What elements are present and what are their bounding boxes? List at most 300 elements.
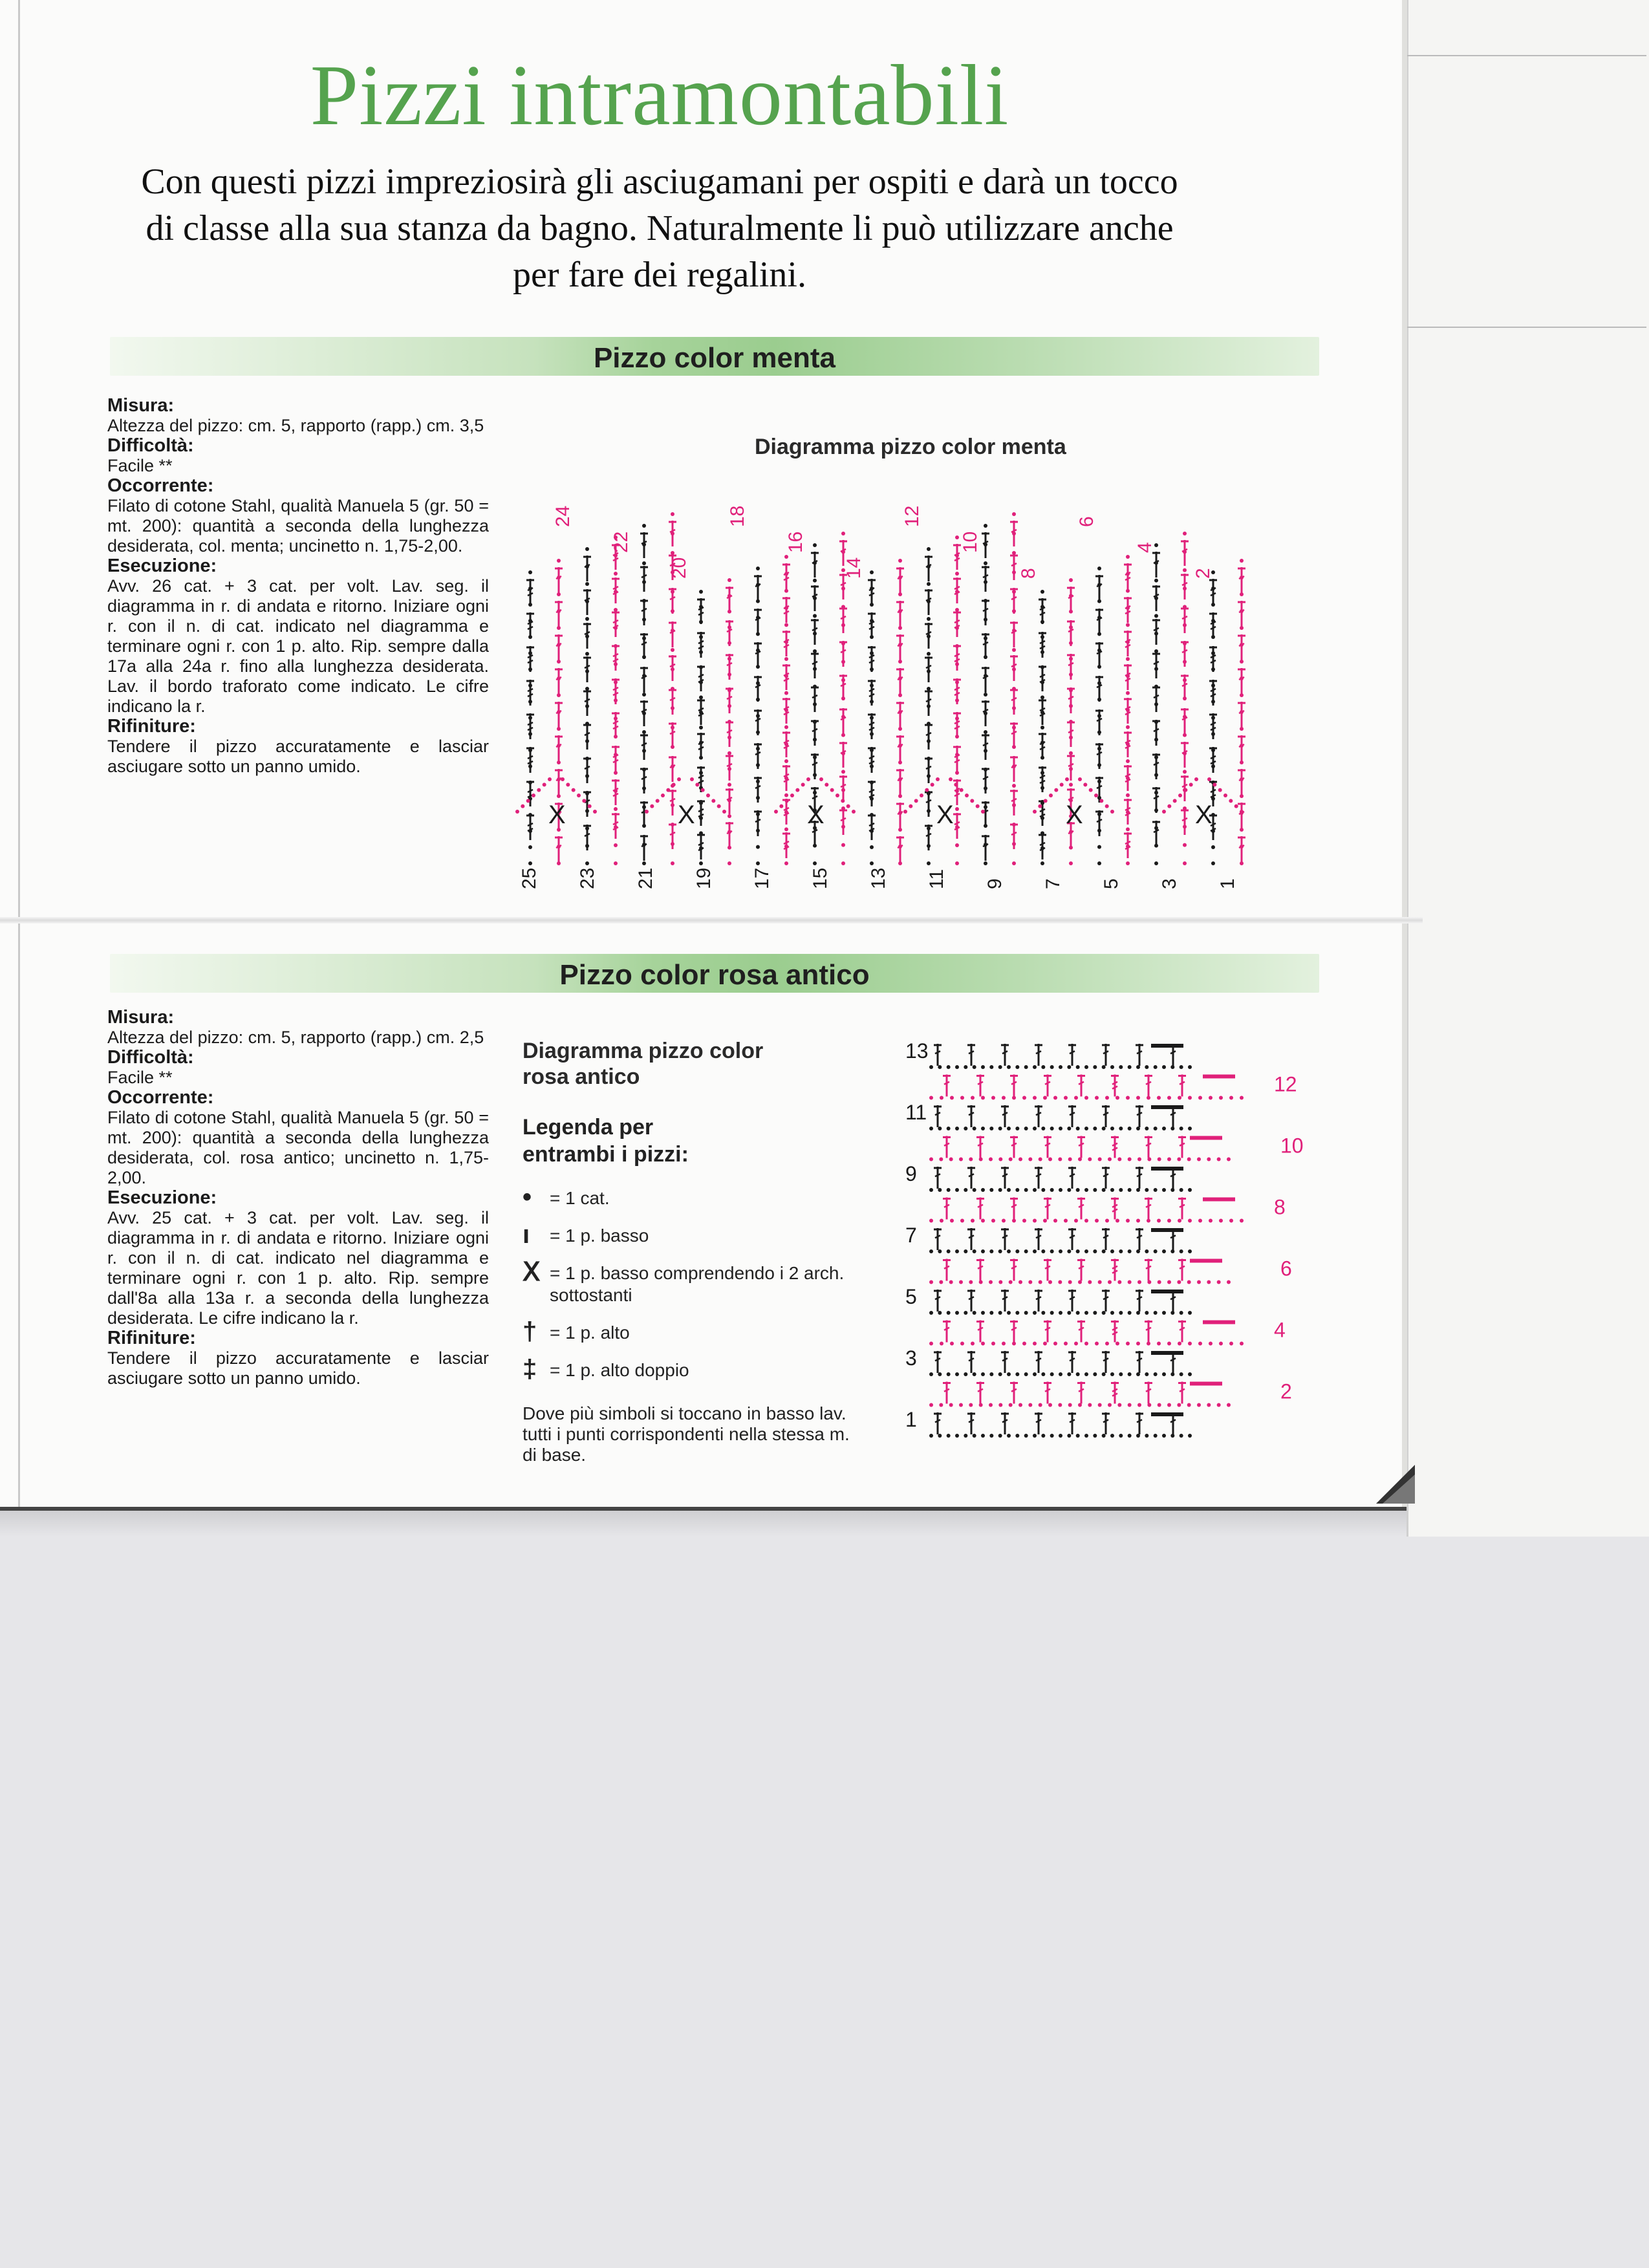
chain-dot	[984, 543, 987, 546]
chain-dot	[1110, 810, 1114, 814]
chain-dot	[1240, 559, 1244, 563]
chain-dot	[1050, 1065, 1054, 1069]
chain-dot	[1028, 1280, 1032, 1284]
chain-dot	[1119, 1434, 1123, 1438]
chain-dot	[870, 781, 874, 784]
chain-dot	[671, 687, 674, 691]
chain-dot	[784, 759, 788, 763]
chain-dot	[955, 717, 959, 720]
chain-dot	[813, 596, 817, 600]
chain-dot	[1043, 1219, 1047, 1223]
chain-dot	[756, 714, 760, 718]
chain-dot	[1180, 1434, 1183, 1438]
chain-dot	[1012, 861, 1016, 865]
chain-dot	[585, 687, 589, 691]
chain-dot	[1162, 1249, 1166, 1253]
chain-dot	[557, 576, 561, 579]
chain-dot	[1136, 1096, 1140, 1100]
chain-dot	[1178, 1096, 1181, 1100]
chain-dot	[965, 794, 969, 797]
chain-dot	[1040, 847, 1044, 850]
chain-dot	[984, 805, 987, 809]
double-crochet-icon: †	[523, 1317, 537, 1346]
chain-dot	[1198, 1342, 1202, 1346]
chain-dot	[959, 1403, 963, 1407]
chain-dot	[1040, 740, 1044, 744]
chain-dot	[1197, 1280, 1201, 1284]
chain-dot	[699, 650, 703, 654]
chain-dot	[1119, 1065, 1123, 1069]
row-number: 11	[926, 869, 947, 889]
chain-dot	[795, 788, 799, 792]
chain-dot	[785, 799, 789, 803]
chain-dot	[1076, 1434, 1080, 1438]
legend-item	[523, 1220, 859, 1249]
chain-dot	[1229, 1096, 1233, 1100]
chain-dot	[947, 1127, 951, 1130]
row-number: 7	[905, 1224, 917, 1247]
chain-dot	[955, 789, 959, 793]
chain-dot	[1069, 846, 1073, 850]
chain-dot	[927, 774, 931, 778]
chain-dot	[528, 619, 532, 623]
chain-dot	[537, 788, 541, 792]
row-number: 13	[868, 867, 889, 889]
chain-dot	[727, 830, 731, 834]
chain-dot	[699, 756, 703, 760]
chain-dot	[699, 695, 703, 699]
chain-dot	[870, 667, 874, 671]
chain-dot	[1095, 1219, 1099, 1223]
chain-dot	[1117, 1280, 1121, 1284]
chain-dot	[1240, 643, 1244, 647]
diagram-caption-line: Diagramma pizzo color	[523, 1039, 764, 1063]
chain-dot	[1012, 784, 1016, 788]
chain-dot	[813, 755, 817, 759]
chain-dot	[790, 794, 794, 797]
label-difficolta: Difficoltà:	[107, 435, 194, 456]
chain-dot	[1074, 1219, 1078, 1223]
chain-dot	[1012, 551, 1016, 555]
cross-stitch-mark: X	[678, 801, 695, 829]
chain-dot	[981, 1127, 985, 1130]
chain-dot	[1007, 1249, 1011, 1253]
chain-dot	[955, 807, 959, 811]
chain-dot	[929, 1158, 933, 1161]
chain-dot	[671, 551, 674, 555]
chain-dot	[1154, 561, 1158, 565]
chain-dot	[981, 1188, 985, 1192]
chain-dot	[989, 1065, 993, 1069]
chain-dot	[1188, 1372, 1192, 1376]
chain-dot	[727, 610, 731, 614]
chain-dot	[813, 738, 817, 742]
chain-dot	[841, 550, 845, 554]
chain-dot	[927, 844, 931, 848]
chain-dot	[1110, 1188, 1114, 1192]
chain-dot	[1041, 1188, 1045, 1192]
chain-dot	[650, 805, 654, 808]
chain-dot	[939, 1403, 943, 1407]
chain-dot	[1162, 1065, 1166, 1069]
chain-dot	[671, 823, 674, 826]
row-number: 12	[901, 505, 923, 527]
chain-dot	[1207, 1403, 1211, 1407]
chain-dot	[1154, 1188, 1158, 1192]
chain-dot	[1177, 1158, 1181, 1161]
chain-dot	[727, 704, 731, 708]
legend-title: Legenda per	[523, 1115, 654, 1139]
chain-dot	[813, 561, 817, 565]
chain-dot	[645, 810, 649, 814]
chain-dot	[1211, 651, 1215, 655]
chain-dot	[1108, 1280, 1112, 1284]
chain-dot	[677, 777, 681, 781]
text-difficolta: Facile **	[107, 456, 173, 475]
chain-dot	[1009, 1280, 1013, 1284]
chain-dot	[1177, 1280, 1181, 1284]
legend-text: = 1 p. basso	[550, 1226, 649, 1246]
chain-dot	[1110, 1065, 1114, 1069]
chain-dot	[699, 665, 703, 669]
chain-dot	[671, 648, 674, 652]
chain-dot	[784, 827, 788, 831]
chain-dot	[1240, 676, 1244, 680]
chain-dot	[1012, 648, 1016, 652]
chain-dot	[784, 776, 788, 780]
chain-dot	[1110, 1434, 1114, 1438]
chain-dot	[727, 720, 731, 724]
chain-dot	[898, 576, 902, 579]
chain-dot	[1059, 1249, 1062, 1253]
chain-dot	[1012, 590, 1016, 594]
chain-dot	[561, 777, 565, 781]
chain-dot	[557, 626, 561, 630]
chain-dot	[1217, 1403, 1221, 1407]
chain-dot	[898, 761, 902, 764]
chain-dot	[1108, 1158, 1112, 1161]
chain-dot	[870, 764, 874, 768]
chain-dot	[585, 861, 589, 865]
chain-dot	[841, 587, 845, 590]
chain-dot	[614, 698, 618, 702]
diagram-caption	[523, 1038, 763, 1090]
chain-dot	[528, 603, 532, 607]
chain-dot	[1095, 1342, 1099, 1346]
chain-dot	[1059, 1127, 1062, 1130]
chain-dot	[1188, 1065, 1192, 1069]
chain-dot	[1012, 726, 1016, 729]
chain-dot	[1154, 596, 1158, 600]
chain-dot	[1211, 829, 1215, 833]
chain-dot	[1154, 1434, 1158, 1438]
chain-dot	[1240, 744, 1244, 748]
chain-dot	[1069, 720, 1073, 724]
chain-dot	[955, 1065, 959, 1069]
row-number: 21	[635, 867, 656, 889]
row-number: 10	[1280, 1134, 1304, 1158]
chain-dot	[1018, 1280, 1022, 1284]
chain-dot	[1098, 1280, 1102, 1284]
chain-dot	[1128, 1434, 1132, 1438]
chain-dot	[614, 843, 618, 847]
chain-dot	[984, 524, 987, 528]
legend-note: Dove più simboli si toccano in basso lav. tutti i punti corrispondenti nella stessa m. di base.	[523, 1403, 850, 1465]
chain-dot	[699, 635, 703, 639]
chain-dot	[1076, 1249, 1080, 1253]
chain-dot	[1108, 1403, 1112, 1407]
chain-dot	[955, 1249, 959, 1253]
chain-dot	[1024, 1188, 1028, 1192]
chain-dot	[1028, 1403, 1032, 1407]
chain-dot	[1040, 695, 1044, 699]
chain-dot	[1183, 733, 1187, 737]
chain-dot	[1218, 788, 1222, 792]
chain-dot	[1012, 803, 1016, 807]
chain-dot	[1076, 1065, 1080, 1069]
chain-dot	[955, 535, 959, 539]
chain-dot	[898, 592, 902, 596]
chain-dot	[1126, 1342, 1130, 1346]
chain-dot	[1033, 1434, 1037, 1438]
chain-dot	[1040, 756, 1044, 760]
chain-dot	[1093, 1065, 1097, 1069]
chain-dot	[1126, 623, 1130, 627]
chain-dot	[727, 751, 731, 755]
chain-dot	[898, 660, 902, 664]
chain-dot	[898, 559, 902, 563]
chain-dot	[813, 649, 817, 653]
chain-dot	[1183, 806, 1187, 810]
chain-dot	[841, 799, 845, 803]
chain-dot	[1067, 1249, 1071, 1253]
chain-dot	[1053, 1096, 1057, 1100]
chain-dot	[1240, 576, 1244, 579]
chain-dot	[1012, 532, 1016, 535]
chain-dot	[1240, 609, 1244, 613]
chain-dot	[955, 644, 959, 648]
chain-dot	[528, 700, 532, 704]
chain-dot	[1097, 714, 1101, 718]
chain-dot	[964, 1249, 967, 1253]
chain-dot	[756, 632, 760, 636]
chain-dot	[1189, 783, 1193, 786]
chain-dot	[1211, 732, 1215, 736]
chain-dot	[1012, 687, 1016, 691]
chain-dot	[1116, 1219, 1119, 1223]
chain-dot	[955, 1434, 959, 1438]
chain-dot	[1180, 1249, 1183, 1253]
row-number: 18	[727, 505, 748, 527]
chain-dot	[841, 825, 845, 828]
chain-dot	[1040, 726, 1044, 729]
chain-dot	[1058, 1158, 1062, 1161]
row-number: 1	[1217, 878, 1238, 889]
chain-dot	[1128, 1065, 1132, 1069]
chain-dot	[989, 1188, 993, 1192]
chain-dot	[528, 587, 532, 590]
chain-dot	[756, 616, 760, 620]
chain-dot	[841, 861, 845, 865]
chain-dot	[1145, 1434, 1148, 1438]
chain-dot	[1240, 861, 1244, 865]
chain-dot	[1145, 1249, 1148, 1253]
chain-dot	[973, 1249, 976, 1253]
chain-dot	[756, 698, 760, 702]
chain-dot	[841, 788, 845, 792]
chain-dot	[1110, 1311, 1114, 1315]
chain-dot	[779, 805, 783, 808]
chain-dot	[813, 667, 817, 671]
chain-dot	[1183, 642, 1187, 645]
chain-dot	[969, 1158, 973, 1161]
chain-dot	[947, 1372, 951, 1376]
chain-dot	[1093, 1434, 1097, 1438]
chain-dot	[521, 805, 524, 808]
chain-dot	[1126, 759, 1130, 763]
chain-dot	[950, 1096, 954, 1100]
diagram-caption: Diagramma pizzo color menta	[755, 435, 1066, 459]
chain-dot	[971, 1096, 975, 1100]
chain-dot	[813, 791, 817, 795]
chain-dot	[949, 777, 953, 781]
chain-dot	[1128, 1188, 1132, 1192]
chain-dot	[1180, 1188, 1183, 1192]
chain-dot	[1009, 1158, 1013, 1161]
chain-dot	[955, 554, 959, 557]
chain-dot	[841, 678, 845, 682]
chain-dot	[1084, 1434, 1088, 1438]
chain-dot	[1043, 1342, 1047, 1346]
chain-dot	[973, 1311, 976, 1315]
chain-dot	[970, 799, 974, 803]
chain-dot	[614, 717, 618, 720]
chain-dot	[756, 567, 760, 570]
chain-dot	[642, 524, 646, 528]
chain-dot	[585, 547, 589, 551]
chain-dot	[964, 1127, 967, 1130]
chain-dot	[1117, 1403, 1121, 1407]
chain-dot	[959, 1158, 963, 1161]
chain-dot	[1076, 1372, 1080, 1376]
chain-dot	[1058, 1403, 1062, 1407]
chain-dot	[1007, 1434, 1011, 1438]
legend-text: = 1 p. alto doppio	[550, 1360, 689, 1380]
chain-dot	[1188, 1342, 1192, 1346]
chain-dot	[1083, 783, 1087, 786]
chain-dot	[614, 590, 618, 594]
chain-dot	[1054, 788, 1058, 792]
chain-dot	[947, 1249, 951, 1253]
chain-dot	[614, 771, 618, 775]
chain-dot	[1219, 1096, 1223, 1100]
chain-dot	[1094, 794, 1098, 797]
chain-dot	[593, 810, 597, 814]
legend-title: entrambi i pizzi:	[523, 1142, 689, 1167]
chain-dot	[585, 652, 589, 656]
chain-dot	[784, 674, 788, 678]
chain-dot	[929, 1372, 933, 1376]
chain-dot	[1162, 1311, 1166, 1315]
chain-dot	[1154, 649, 1158, 653]
chain-dot	[699, 816, 703, 820]
chain-dot	[955, 590, 959, 594]
chain-dot	[1240, 727, 1244, 731]
chain-dot	[981, 1342, 985, 1346]
chain-dot	[1028, 1158, 1032, 1161]
chain-dot	[585, 582, 589, 586]
chain-dot	[1012, 823, 1016, 826]
chain-dot	[1088, 1280, 1092, 1284]
chain-dot	[1211, 603, 1215, 607]
chain-dot	[1128, 1249, 1132, 1253]
text-rifiniture: Tendere il pizzo accuratamente e lasciar asciugare sotto un panno umido.	[107, 1348, 489, 1388]
chain-dot	[1040, 816, 1044, 820]
chain-dot	[1040, 665, 1044, 669]
chain-dot	[727, 673, 731, 676]
chain-dot	[830, 788, 834, 792]
chain-dot	[1012, 764, 1016, 768]
chain-dot	[756, 665, 760, 669]
row-number: 5	[905, 1285, 917, 1308]
chain-dot	[1183, 770, 1187, 773]
chain-dot	[1154, 1127, 1158, 1130]
chain-dot	[1012, 629, 1016, 632]
chain-dot	[989, 1434, 993, 1438]
chain-dot	[784, 794, 788, 797]
chain-dot	[582, 799, 586, 803]
chain-dot	[1207, 777, 1211, 781]
chain-dot	[927, 669, 931, 673]
chain-dot	[1211, 716, 1215, 720]
chain-dot	[784, 742, 788, 746]
chain-dot	[1068, 1158, 1072, 1161]
chain-dot	[1040, 831, 1044, 835]
chain-dot	[1183, 678, 1187, 682]
chain-dot	[1154, 702, 1158, 706]
stitch-cluster	[1190, 1382, 1222, 1386]
chain-dot	[927, 792, 931, 795]
chain-dot	[841, 751, 845, 755]
chain-dot	[813, 685, 817, 689]
label-rifiniture: Rifiniture:	[107, 1328, 196, 1348]
row-number: 3	[1159, 878, 1180, 889]
chain-dot	[1154, 773, 1158, 777]
chain-dot	[614, 789, 618, 793]
chain-dot	[984, 824, 987, 828]
chain-dot	[1119, 1249, 1123, 1253]
legend-item	[523, 1317, 859, 1346]
crochet-diagram-rosa	[892, 1033, 1306, 1473]
chain-dot	[1097, 665, 1101, 669]
chain-dot	[690, 777, 694, 781]
chain-dot	[585, 774, 589, 778]
chain-dot	[1024, 1249, 1028, 1253]
row-number: 20	[669, 557, 690, 579]
legend-text: = 1 p. alto	[550, 1323, 630, 1343]
chain-dot	[949, 1280, 953, 1284]
chain-dot	[1126, 725, 1130, 729]
chain-dot	[1126, 776, 1130, 780]
chain-dot	[841, 532, 845, 535]
chain-dot	[973, 1065, 976, 1069]
chain-dot	[1126, 794, 1130, 797]
chain-dot	[1234, 805, 1238, 808]
legend-text: = 1 cat.	[550, 1188, 610, 1208]
chain-dot	[642, 786, 646, 790]
chain-dot	[927, 565, 931, 568]
chain-dot	[1007, 1311, 1011, 1315]
